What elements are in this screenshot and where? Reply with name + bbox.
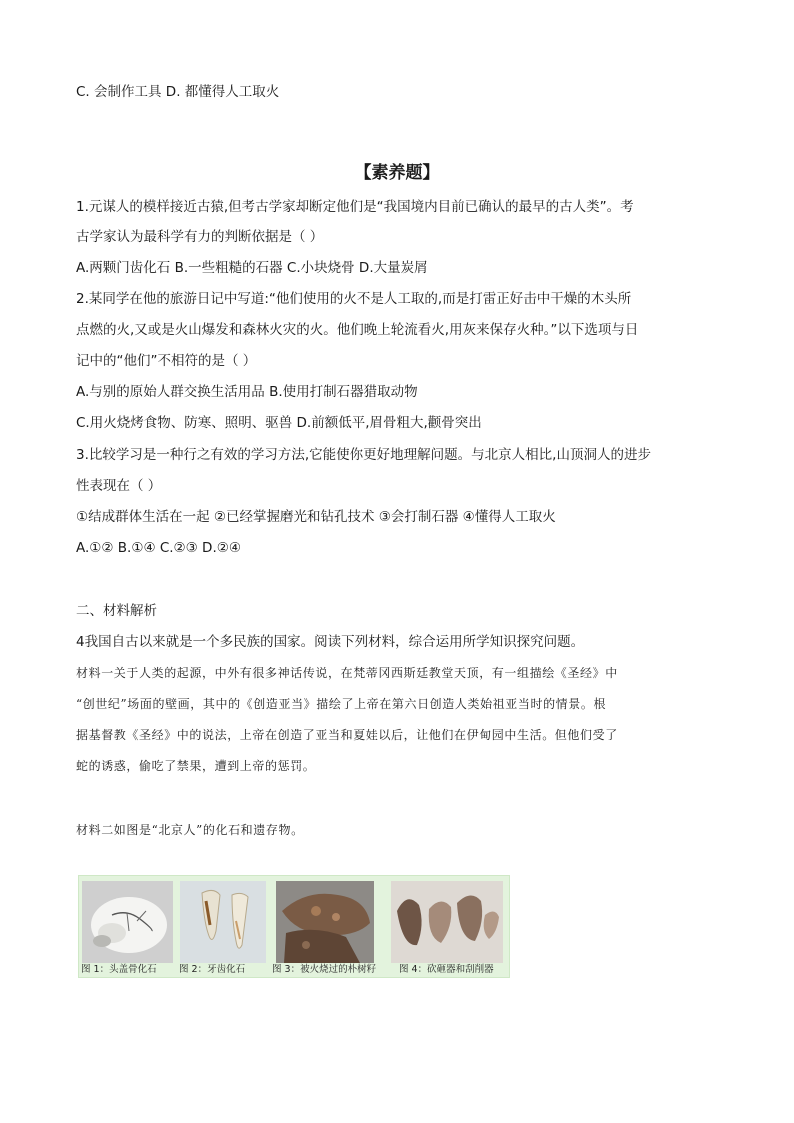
q1-options: A.两颗门齿化石 B.一些粗糙的石器 C.小块烧骨 D.大量炭屑 bbox=[76, 260, 428, 276]
top-options-line: C. 会制作工具 D. 都懂得人工取火 bbox=[76, 84, 280, 100]
q2-line2: 点燃的火,又或是火山爆发和森林火灾的火。他们晚上轮流看火,用灰来保存火种。”以下选项与日 bbox=[76, 322, 639, 338]
q1-line2: 古学家认为最科学有力的判断依据是（ ） bbox=[76, 229, 324, 245]
fossil-figure bbox=[78, 875, 510, 978]
q2-line1: 2.某同学在他的旅游日记中写道:“他们使用的火不是人工取的,而是打雷正好击中干燥的木头所 bbox=[76, 291, 632, 307]
q2-line3: 记中的“他们”不相符的是（ ） bbox=[76, 353, 257, 369]
material1-line1: 材料一关于人类的起源，中外有很多神话传说，在梵蒂冈西斯廷教堂天顶，有一组描绘《圣经》中 bbox=[76, 666, 618, 680]
q4-intro: 4我国自古以来就是一个多民族的国家。阅读下列材料，综合运用所学知识探究问题。 bbox=[76, 634, 585, 650]
q3-statements: ①结成群体生活在一起 ②已经掌握磨光和钻孔技术 ③会打制石器 ④懂得人工取火 bbox=[76, 509, 556, 525]
q2-options2: C.用火烧烤食物、防寒、照明、驱兽 D.前额低平,眉骨粗大,颧骨突出 bbox=[76, 415, 482, 431]
q1-line1: 1.元谋人的模样接近古猿,但考古学家却断定他们是“我国境内目前已确认的最早的古人类”。考 bbox=[76, 199, 634, 215]
teeth-fossil-image bbox=[180, 881, 266, 963]
material1-line3: 据基督教《圣经》中的说法，上帝在创造了亚当和夏娃以后，让他们在伊甸园中生活。但他们受了 bbox=[76, 728, 618, 742]
material2-line: 材料二如图是“北京人”的化石和遗存物。 bbox=[76, 823, 304, 837]
caption-figure-2: 图 2：牙齿化石 bbox=[179, 964, 246, 975]
section-title: 【素养题】 bbox=[354, 163, 440, 183]
q3-line1: 3.比较学习是一种行之有效的学习方法,它能使你更好地理解问题。与北京人相比,山顶洞人的进步 bbox=[76, 447, 651, 463]
q3-line2: 性表现在（ ） bbox=[76, 478, 162, 494]
q3-options: A.①② B.①④ C.②③ D.②④ bbox=[76, 540, 241, 556]
burnt-seeds-image bbox=[276, 881, 374, 963]
material1-line4: 蛇的诱惑，偷吃了禁果，遭到上帝的惩罚。 bbox=[76, 759, 316, 773]
skull-fossil-image bbox=[82, 881, 173, 963]
caption-figure-3: 图 3：被火烧过的朴树籽 bbox=[272, 964, 377, 975]
caption-figure-1: 图 1：头盖骨化石 bbox=[81, 964, 157, 975]
stone-tools-image bbox=[391, 881, 503, 963]
material1-line2: “创世纪”场面的壁画，其中的《创造亚当》描绘了上帝在第六日创造人类始祖亚当时的情景。根 bbox=[76, 697, 607, 711]
q2-options1: A.与别的原始人群交换生活用品 B.使用打制石器猎取动物 bbox=[76, 384, 418, 400]
section2-heading: 二、材料解析 bbox=[76, 603, 157, 619]
caption-figure-4: 图 4：砍砸器和刮削器 bbox=[399, 964, 494, 975]
